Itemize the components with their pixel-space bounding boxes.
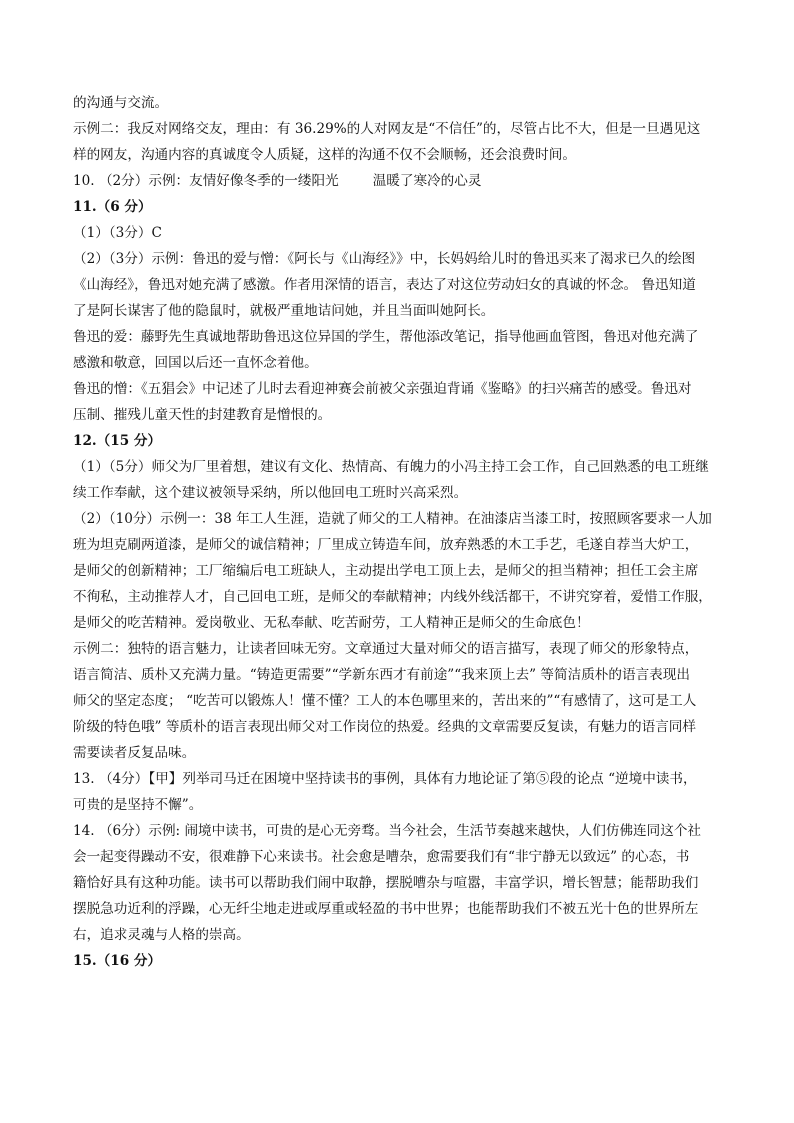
q15-heading: 15.（16 分） — [73, 953, 162, 969]
text-line: 阶级的特色哦” 等质朴的语言表现出师父对工作岗位的热爱。经典的文章需要反复读，有魅力的语言同样 — [73, 719, 696, 735]
text-line: （2）（10分）示例一：38 年工人生涯，造就了师父的工人精神。在油漆店当漆工时，按照顾客要求一人加 — [73, 511, 712, 527]
text-line: 语言简洁、质朴又充满力量。“铸造更需要”“学新东西才有前途”“我来顶上去” 等简洁质朴的语言表现出 — [73, 667, 690, 683]
q10-line — [73, 168, 725, 194]
text-line: 压制、摧残儿童天性的封建教育是憎恨的。 — [73, 407, 332, 423]
q12-heading: 12.（15 分） — [73, 433, 162, 449]
text-line: （1）（3分）C — [73, 225, 162, 241]
q10-answer-part1: 10. （2分）示例：友情好像冬季的一缕阳光 — [73, 173, 339, 189]
text-line: 的沟通与交流。 — [73, 95, 169, 111]
text-line: 鲁迅的爱：藤野先生真诚地帮助鲁迅这位异国的学生，帮他添改笔记，指导他画血管图，鲁迅对他充满了 — [73, 329, 699, 345]
text-line: 样的网友，沟通内容的真诚度令人质疑，这样的沟通不仅不会顺畅，还会浪费时间。 — [73, 147, 576, 163]
text-line: 14. （6分）示例: 闹境中读书，可贵的是心无旁骛。当今社会，生活节奏越来越快，人们仿佛连同这个社 — [73, 823, 702, 839]
text-line: 可贵的是坚持不懈”。 — [73, 797, 203, 813]
text-line: 是师父的创新精神；工厂缩编后电工班缺人，主动提出学电工顶上去，是师父的担当精神；担任工会主席 — [73, 563, 699, 579]
text-line: 不徇私，主动推荐人才，自己回电工班，是师父的奉献精神；内线外线活都干，不讲究穿着，爱惜工作服， — [73, 589, 712, 605]
text-line: 示例二：我反对网络交友，理由：有 36.29%的人对网友是“不信任”的，尽管占比不大，但是一旦遇见这 — [73, 121, 701, 137]
text-line: 右，追求灵魂与人格的崇高。 — [73, 927, 250, 943]
text-line: 摆脱急功近利的浮躁，心无纤尘地走进或厚重或轻盈的书中世界；也能帮助我们不被五光十色的世界所左 — [73, 901, 699, 917]
text-line: 13. （4分）【甲】列举司马迁在困境中坚持读书的事例，具体有力地论证了第⑤段的论点 “逆境中读书， — [73, 771, 697, 787]
text-line: 籍恰好具有这种功能。读书可以帮助我们闹中取静，摆脱嘈杂与喧嚣，丰富学识，增长智慧；能帮助我们 — [73, 875, 699, 891]
text-line: （2）（3分）示例：鲁迅的爱与憎：《阿长与《山海经》》中，长妈妈给儿时的鲁迅买来了渴求已久的绘图 — [73, 251, 696, 267]
q10-answer-part2: 温暖了寒冷的心灵 — [372, 173, 482, 189]
text-line: 感激和敬意，回国以后还一直怀念着他。 — [73, 355, 318, 371]
text-line: 会一起变得躁动不安，很难静下心来读书。社会愈是嘈杂，愈需要我们有“非宁静无以致远” 的心态，书 — [73, 849, 690, 865]
text-line: 了是阿长谋害了他的隐鼠时，就极严重地诘问她，并且当面叫她阿长。 — [73, 303, 495, 319]
text-line: 《山海经》，鲁迅对她充满了感激。作者用深情的语言，表达了对这位劳动妇女的真诚的怀念。 鲁迅知道 — [73, 277, 696, 293]
text-line: 鲁迅的憎：《五猖会》中记述了儿时去看迎神赛会前被父亲强迫背诵《鉴略》的扫兴痛苦的感受。鲁迅对 — [73, 381, 692, 397]
text-line: 需要读者反复品味。 — [73, 745, 196, 761]
answer-key-page — [73, 90, 725, 974]
text-line: 示例二：独特的语言魅力，让读者回味无穷。文章通过大量对师父的语言描写，表现了师父的形象特点， — [73, 641, 699, 657]
q11-heading: 11.（6 分） — [73, 199, 152, 215]
text-line: 是师父的吃苦精神。爱岗敬业、无私奉献、吃苦耐劳，工人精神正是师父的生命底色！ — [73, 615, 590, 631]
text-line: 师父的坚定态度； “吃苦可以锻炼人！懂不懂？工人的本色哪里来的，苦出来的”“有感情了，这可是工人 — [73, 693, 697, 709]
text-line: 班为坦克刷两道漆，是师父的诚信精神；厂里成立铸造车间，放弃熟悉的木工手艺，毛遂自荐当大炉工， — [73, 537, 699, 553]
text-line: （1）（5分）师父为厂里着想，建议有文化、热情高、有魄力的小冯主持工会工作，自己回熟悉的电工班继 — [73, 459, 709, 475]
text-line: 续工作奉献，这个建议被领导采纳，所以他回电工班时兴高采烈。 — [73, 485, 468, 501]
